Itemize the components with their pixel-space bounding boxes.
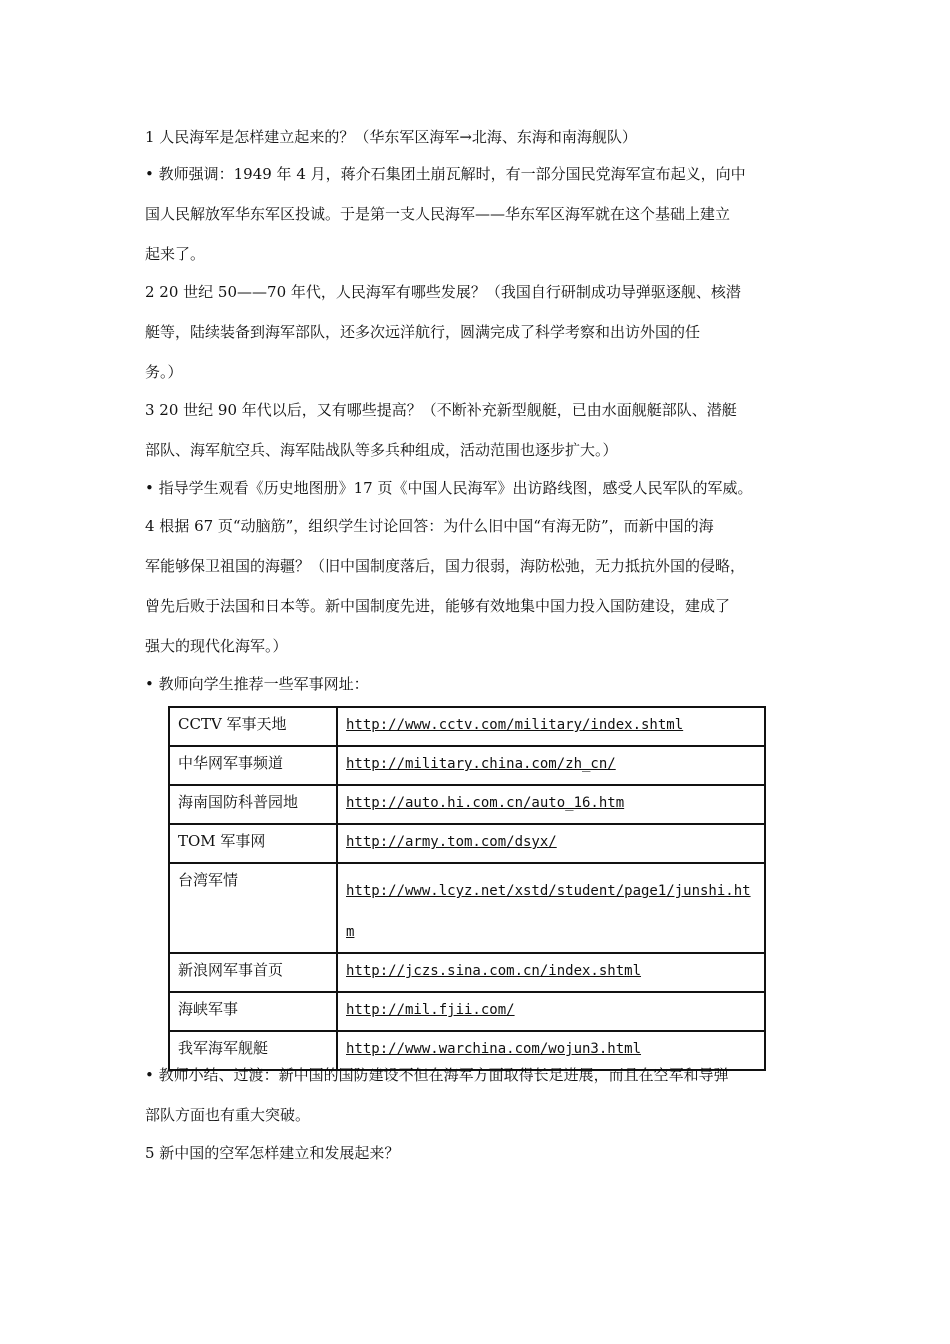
site-name: TOM 军事网: [178, 832, 266, 850]
paragraph-line: 3 20 世纪 90 年代以后，又有哪些提高？（不断补充新型舰艇，已由水面舰艇部队、潜艇: [145, 401, 737, 419]
site-url-cell: [337, 863, 765, 953]
paragraph-line: • 教师强调：1949 年 4 月，蒋介石集团土崩瓦解时，有一部分国民党海军宣布起义，向中: [145, 165, 746, 183]
site-url-link[interactable]: http://army.tom.com/dsyx/: [346, 834, 557, 850]
table-row: [169, 707, 765, 746]
site-url-link[interactable]: http://auto.hi.com.cn/auto_16.htm: [346, 795, 625, 811]
table-row: [169, 824, 765, 863]
site-name-cell: [169, 707, 337, 746]
site-url-link[interactable]: http://jczs.sina.com.cn/index.shtml: [346, 963, 642, 979]
table-row: [169, 992, 765, 1031]
site-url-link[interactable]: http://www.warchina.com/wojun3.html: [346, 1041, 642, 1057]
site-url-link[interactable]: http://www.lcyz.net/xstd/student/page1/junshi.htm: [346, 883, 751, 940]
site-url-cell: [337, 824, 765, 863]
site-name-cell: [169, 953, 337, 992]
site-name: CCTV 军事天地: [178, 715, 287, 733]
site-url-link[interactable]: http://www.cctv.com/military/index.shtml: [346, 717, 684, 733]
site-name: 我军海军舰艇: [178, 1039, 269, 1057]
paragraph-line: 强大的现代化海军。）: [145, 637, 288, 655]
site-name: 中华网军事频道: [178, 754, 284, 772]
paragraph-line: 曾先后败于法国和日本等。新中国制度先进，能够有效地集中国力投入国防建设，建成了: [145, 597, 731, 615]
site-url-cell: [337, 707, 765, 746]
paragraph-line: 军能够保卫祖国的海疆？（旧中国制度落后，国力很弱，海防松弛，无力抵抗外国的侵略，: [145, 557, 746, 575]
site-name: 海峡军事: [178, 1000, 239, 1018]
site-name: 海南国防科普园地: [178, 793, 299, 811]
site-url-cell: [337, 785, 765, 824]
paragraph-line: • 教师小结、过渡：新中国的国防建设不但在海军方面取得长足进展，而且在空军和导弹: [145, 1066, 729, 1084]
paragraph-line: 1 人民海军是怎样建立起来的？（华东军区海军→北海、东海和南海舰队）: [145, 128, 637, 146]
paragraph-line: 5 新中国的空军怎样建立和发展起来？: [145, 1144, 400, 1162]
military-websites-table: [168, 706, 766, 1071]
paragraph-line: 起来了。: [145, 245, 206, 263]
site-url-link[interactable]: http://military.china.com/zh_cn/: [346, 756, 616, 772]
table-row: [169, 785, 765, 824]
paragraph-line: 部队、海军航空兵、海军陆战队等多兵种组成，活动范围也逐步扩大。）: [145, 441, 618, 459]
paragraph-line: 部队方面也有重大突破。: [145, 1106, 311, 1124]
paragraph-line: 国人民解放军华东军区投诚。于是第一支人民海军——华东军区海军就在这个基础上建立: [145, 205, 731, 223]
paragraph-line: 2 20 世纪 50——70 年代，人民海军有哪些发展？（我国自行研制成功导弹驱逐舰、核潜: [145, 283, 741, 301]
table-row: [169, 863, 765, 953]
site-name: 新浪网军事首页: [178, 961, 284, 979]
site-url-link[interactable]: http://mil.fjii.com/: [346, 1002, 515, 1018]
paragraph-line: 艇等，陆续装备到海军部队，还多次远洋航行，圆满完成了科学考察和出访外国的任: [145, 323, 701, 341]
table-row: [169, 746, 765, 785]
site-name-cell: [169, 992, 337, 1031]
site-name-cell: [169, 824, 337, 863]
paragraph-line: 务。）: [145, 363, 183, 381]
site-name-cell: [169, 785, 337, 824]
table-row: [169, 953, 765, 992]
site-name-cell: [169, 863, 337, 953]
paragraph-line: • 指导学生观看《历史地图册》17 页《中国人民海军》出访路线图，感受人民军队的军威。: [145, 479, 753, 497]
site-url-cell: [337, 992, 765, 1031]
site-url-cell: [337, 953, 765, 992]
site-url-cell: [337, 746, 765, 785]
paragraph-line: 4 根据 67 页“动脑筋”，组织学生讨论回答：为什么旧中国“有海无防”，而新中国的海: [145, 517, 714, 535]
site-name-cell: [169, 746, 337, 785]
site-name: 台湾军情: [178, 871, 239, 889]
paragraph-line: • 教师向学生推荐一些军事网址：: [145, 675, 369, 693]
